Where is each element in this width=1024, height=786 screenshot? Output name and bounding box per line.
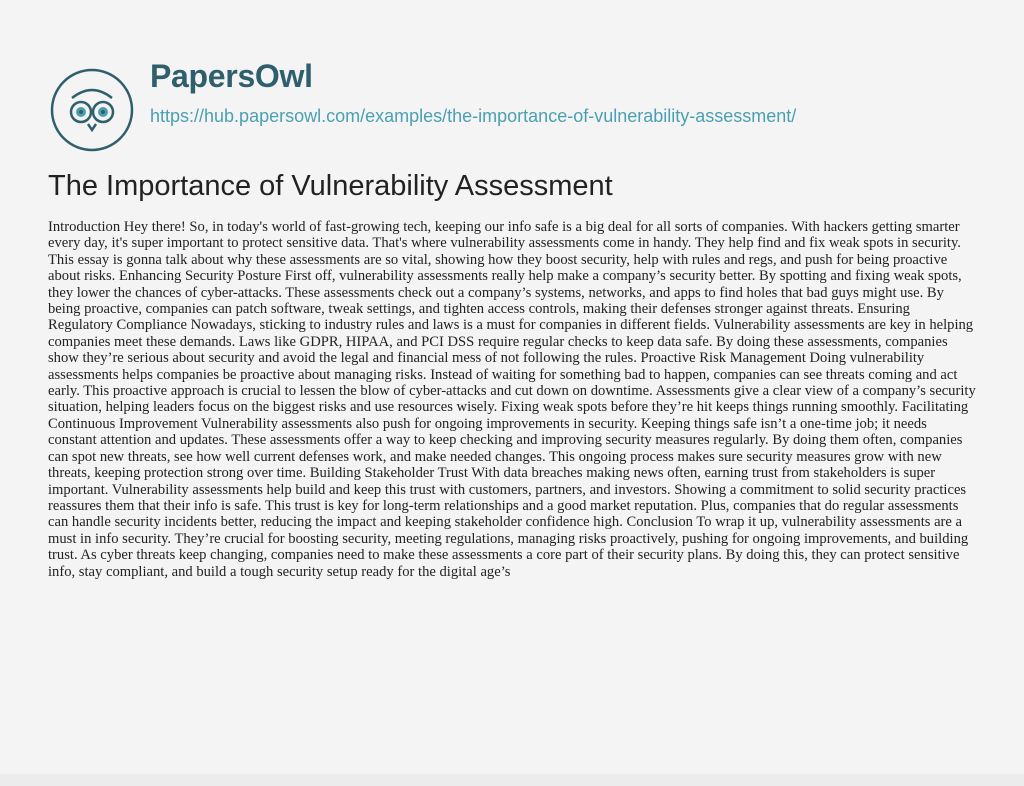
bottom-divider <box>0 774 1024 786</box>
owl-logo-icon <box>50 68 134 152</box>
logo[interactable] <box>50 68 134 152</box>
article-body: Introduction Hey there! So, in today's world of fast-growing tech, keeping our info safe is a big deal for all sorts of companies. With hackers getting smarter every day, it's super important to protect sensitive data. That's where vulnerability assessments come in handy. They help find and fix weak spots in security. This essay is gonna talk about why these assessments are so vital, showing how they boost security, help with rules and regs, and push for being proactive about risks. Enhancing Security Posture First off, vulnerability assessments really help make a company’s security better. By spotting and fixing weak spots, they lower the chances of cyber-attacks. These assessments check out a company’s systems, networks, and apps to find holes that bad guys might use. By being proactive, companies can patch software, tweak settings, and tighten access controls, making their defenses stronger against threats. Ensuring Regulatory Compliance Nowadays, sticking to industry rules and laws is a must for companies in different fields. Vulnerability assessments are key in helping companies meet these demands. Laws like GDPR, HIPAA, and PCI DSS require regular checks to keep data safe. By doing these assessments, companies show they’re serious about security and avoid the legal and financial mess of not following the rules. Proactive Risk Management Doing vulnerability assessments helps companies be proactive about managing risks. Instead of waiting for something bad to happen, companies can see threats coming and act early. This proactive approach is crucial to lessen the blow of cyber-attacks and cut down on downtime. Assessments give a clear view of a company’s security situation, helping leaders focus on the biggest risks and use resources wisely. Fixing weak spots before they’re hit keeps things running smoothly. Facilitating Continuous Improvement Vulnerability assessments also push for ongoing improvements in security. Keeping things safe isn’t a one-time job; it needs constant attention and updates. These assessments offer a way to keep checking and improving security measures regularly. By doing them often, companies can spot new threats, see how well current defenses work, and make needed changes. This ongoing process makes sure security measures grow with new threats, keeping protection strong over time. Building Stakeholder Trust With data breaches making news often, earning trust from stakeholders is super important. Vulnerability assessments help build and keep this trust with customers, partners, and investors. Showing a commitment to solid security practices reassures them that their info is safe. This trust is key for long-term relationships and a good market reputation. Plus, companies that do regular assessments can handle security incidents better, reducing the impact and keeping stakeholder confidence high. Conclusion To wrap it up, vulnerability assessments are a must in info security. They’re crucial for boosting security, meeting regulations, managing risks proactively, pushing for ongoing improvements, and building trust. As cyber threats keep changing, companies need to make these assessments a core part of their security plans. By doing this, they can protect sensitive info, stay compliant, and build a tough security setup ready for the digital age’s <box>48 219 976 580</box>
brand-name[interactable]: PapersOwl <box>150 58 313 94</box>
source-url-link[interactable]: https://hub.papersowl.com/examples/the-importance-of-vulnerability-assessment/ <box>150 106 797 126</box>
page-title: The Importance of Vulnerability Assessment <box>48 170 613 202</box>
